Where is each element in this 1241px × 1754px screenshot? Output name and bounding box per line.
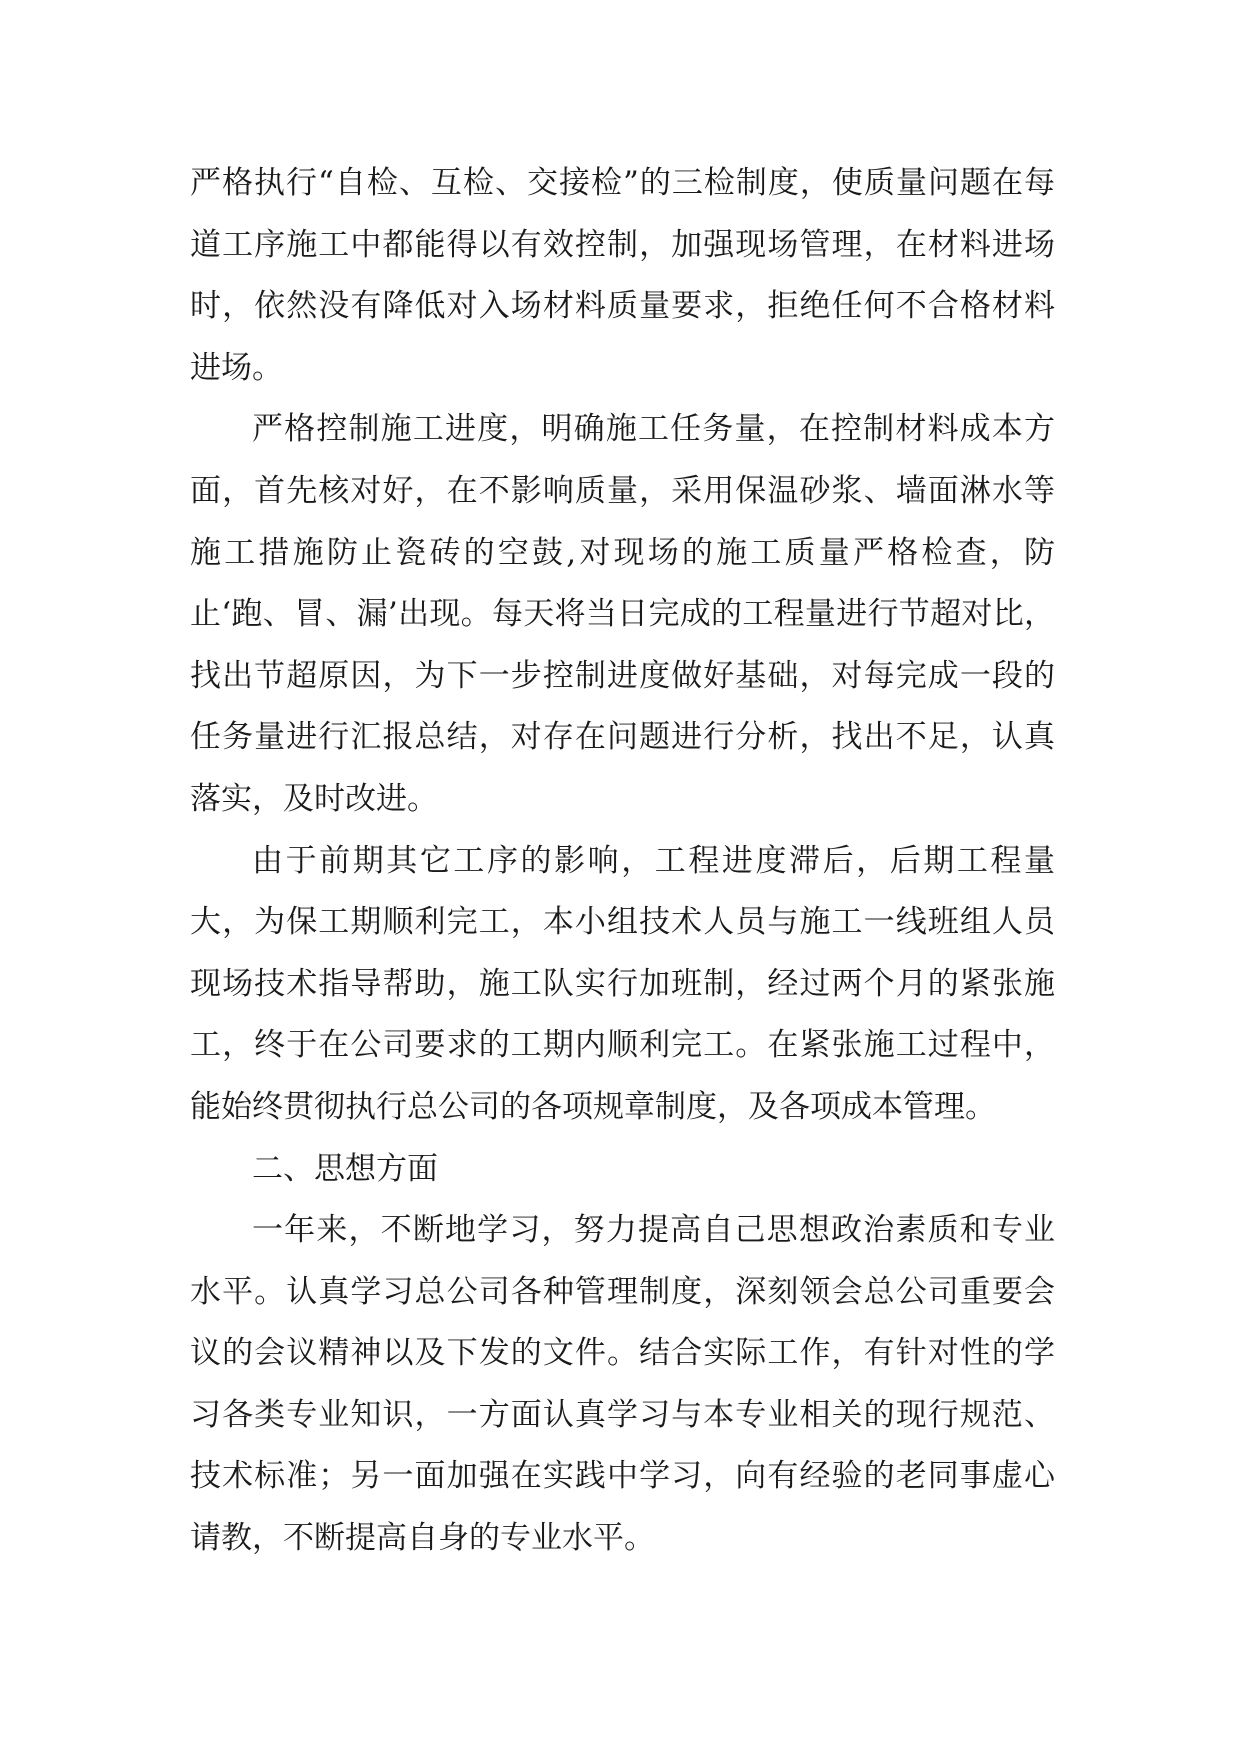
document-body	[190, 153, 1055, 1570]
paragraph-schedule-control: 严格控制施工进度，明确施工任务量，在控制材料成本方面，首先核对好，在不影响质量，采用保温砂浆、墙面淋水等施工措施防止瓷砖的空鼓,对现场的施工质量严格检查，防止‘跑、冒、漏’出现。每天将当日完成的工程量进行节超对比，找出节超原因，为下一步控制进度做好基础，对每完成一段的任务量进行汇报总结，对存在问题进行分析，找出不足，认真落实，及时改进。	[190, 411, 1055, 817]
section-heading: 二、思想方面	[252, 1150, 438, 1187]
paragraph-quality-control: 严格执行“自检、互检、交接检”的三检制度，使质量问题在每道工序施工中都能得以有效控制，加强现场管理，在材料进场时，依然没有降低对入场材料质量要求，拒绝任何不合格材料进场。	[190, 165, 1055, 386]
paragraph-study: 一年来，不断地学习，努力提高自己思想政治素质和专业水平。认真学习总公司各种管理制度，深刻领会总公司重要会议的会议精神以及下发的文件。结合实际工作，有针对性的学习各类专业知识，一方面认真学习与本专业相关的现行规范、技术标准；另一面加强在实践中学习，向有经验的老同事虚心请教，不断提高自身的专业水平。	[190, 1212, 1055, 1557]
paragraph-project-completion: 由于前期其它工序的影响，工程进度滞后，后期工程量大，为保工期顺利完工，本小组技术人员与施工一线班组人员现场技术指导帮助，施工队实行加班制，经过两个月的紧张施工，终于在公司要求的工期内顺利完工。在紧张施工过程中，能始终贯彻执行总公司的各项规章制度，及各项成本管理。	[190, 842, 1055, 1125]
